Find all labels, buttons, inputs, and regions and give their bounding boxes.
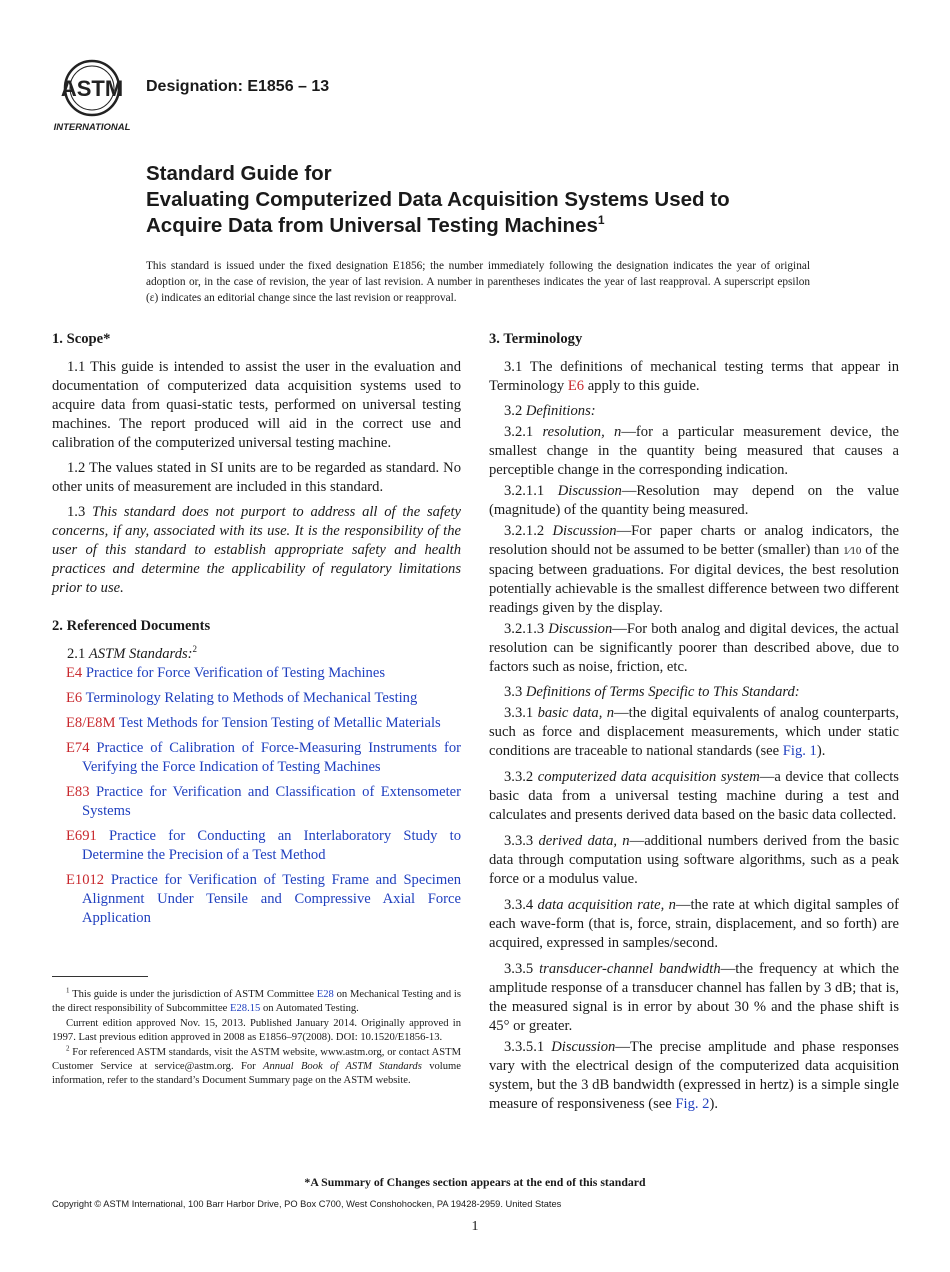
refdocs-2-1-number: 2.1 [67,646,89,662]
footnote-1-text-c: on Automated Testing. [260,1003,359,1014]
footnote-2 [52,1046,461,1088]
reference-item[interactable] [66,689,461,708]
term-3-2-number: 3.2 [504,403,526,419]
reference-code[interactable]: E83 [66,784,90,800]
reference-code[interactable]: E691 [66,828,97,844]
title-line-3 [146,213,866,239]
term-name: derived data, n [538,833,630,849]
left-column [52,330,461,934]
term-number: 3.2.1.3 [504,621,549,637]
term-name: data acquisition rate, n [537,897,676,913]
reference-item[interactable] [66,714,461,733]
term-name: Discussion [551,1039,616,1055]
scope-1-1: 1.1 This guide is intended to assist the user in the evaluation and documentation of computerized data acquisition systems used to acquire data from quasi-static tests, performed on universal testing machines. The report produced will aid in the correct use and calibration of the computerized universal testing machine. [52,359,461,451]
scope-heading: 1. Scope* [52,331,111,347]
edition-note: Current edition approved Nov. 15, 2013. Published January 2014. Originally approved in 1997. Last previous edition approved in 2008 as E1856–97(2008). DOI: 10.1520/E1856-13. [52,1018,461,1043]
footnote-2-text-b: volume information, refer to the standard’s Document Summary page on the ASTM website. [52,1061,461,1086]
footnote-1-text-b: on Mechanical Testing and is the direct responsibility of Subcommittee [52,989,461,1014]
refdocs-2-1-text: ASTM Standards: [88,646,193,662]
reference-code[interactable]: E6 [66,690,83,706]
term-3-2-italic: Definitions: [525,403,596,419]
reference-code[interactable]: E8/E8M [66,715,116,731]
refdocs-footnote-mark: 2 [192,644,198,655]
reference-list [52,664,461,928]
term-definition-end: of the spacing between graduations. For digital devices, the best resolution potentially achievable is the smallest difference between two different readings given by the display. [489,542,899,616]
reference-code[interactable]: E1012 [66,872,105,888]
fraction: 1⁄10 [843,545,862,557]
document-title [146,161,866,239]
terminology-heading: 3. Terminology [489,331,583,347]
term-3-1-text: 3.1 The definitions of mechanical testing terms that appear in Terminology [489,359,899,394]
term-definition: —For both analog and digital devices, the actual resolution can be significantly poorer than described above, due to factors such as noise, friction, etc. [489,621,900,675]
term-definition-end: ). [816,743,826,759]
reference-item[interactable] [66,783,461,821]
subcommittee-link[interactable]: E28.15 [230,1003,261,1014]
term-3-1-end: apply to this guide. [584,378,700,394]
term-definition: —For paper charts or analog indicators, the resolution should not be assumed to be better (smaller) than [489,523,900,558]
term-definition: —a device that collects basic data from a universal testing machine during a test and calculates and presents derived data based on the basic data collected. [489,769,899,823]
reference-title[interactable]: Practice for Verification of Testing Frame and Specimen Alignment Under Tensile and Compressive Axial Force Application [82,872,461,926]
term-name: basic data, n [537,705,615,721]
term-name: Discussion [552,523,617,539]
copyright: Copyright © ASTM International, 100 Barr Harbor Drive, PO Box C700, West Conshohocken, PA 19428-2959. United States [52,1199,562,1209]
reference-item[interactable] [66,664,461,683]
e6-link[interactable]: E6 [567,378,585,394]
term-definition: —the frequency at which the amplitude response of a transducer channel has fallen by 3 dB; that is, the measured signal is in error by about 30 % and the phase shift is 45° or greater. [489,961,899,1034]
right-column [489,330,899,1120]
scope-1-2: 1.2 The values stated in SI units are to be regarded as standard. No other units of measurement are included in this standard. [52,460,461,495]
term-number: 3.2.1.2 [504,523,553,539]
designation: Designation: E1856 – 13 [146,78,330,95]
term-3-3-2 [489,768,899,825]
reference-code[interactable]: E4 [66,665,83,681]
term-name: Discussion [548,621,613,637]
page-number: 1 [471,1219,479,1234]
title-footnote-mark: 1 [597,213,605,228]
fig-1-link[interactable]: Fig. 1 [782,743,817,759]
standard-notice: This standard is issued under the fixed designation E1856; the number immediately following the designation indicates the year of original adoption or, in the case of revision, the year of last revision. A number in parentheses indicates the year of last reapproval. A superscript epsilon (ε) indicates an editorial change since the last revision or reapproval. [146,260,810,304]
term-definition: —for a particular measurement device, the smallest change in the quantity being measured that causes a perceptible change in the corresponding indication. [489,424,899,478]
svg-text:ASTM: ASTM [60,76,124,101]
term-number: 3.3.5.1 [504,1039,552,1055]
astm-logo-graphic [50,58,134,136]
footnote-1-text-a: This guide is under the jurisdiction of ASTM Committee [72,989,317,1000]
reference-code[interactable]: E74 [66,740,90,756]
term-name: transducer-channel bandwidth [539,961,721,977]
term-3-2-1-3 [489,620,899,677]
term-definition-end: ). [709,1096,718,1112]
term-name: resolution, n [542,424,622,440]
footnotes [52,988,461,1089]
term-3-2-1-1 [489,482,899,520]
term-number: 3.3.3 [504,833,539,849]
term-3-3 [489,683,899,702]
footnote-divider [52,976,148,977]
term-definition: —the rate at which digital samples of each wave-form (that is, force, strain, displacement, and so forth) are acquired, expressed in samples/second. [489,897,899,951]
summary-of-changes-note: *A Summary of Changes section appears at the end of this standard [304,1175,646,1189]
title-line-3-text: Acquire Data from Universal Testing Machines [146,214,598,237]
reference-title[interactable]: Test Methods for Tension Testing of Metallic Materials [118,715,441,731]
term-definition: —the digital equivalents of analog counterparts, such as force and displacement measurements, which under static conditions are traceable to national standards (see [489,705,899,759]
reference-item[interactable] [66,739,461,777]
term-number: 3.2.1 [504,424,543,440]
term-number: 3.3.4 [504,897,538,913]
term-number: 3.2.1.1 [504,483,558,499]
scope-1-3-text: This standard does not purport to address all of the safety concerns, if any, associated with its use. It is the responsibility of the user of this standard to establish appropriate safety and health practices and determine the applicability of regulatory limitations prior to use. [52,504,461,596]
reference-title[interactable]: Practice for Verification and Classification of Extensometer Systems [82,784,461,819]
term-definition: —additional numbers derived from the basic data through computation using software algorithms, such as a peak force or a modulus value. [489,833,899,887]
term-number: 3.3.2 [504,769,538,785]
footnote-2-mark: 2 [66,1044,70,1053]
reference-item[interactable] [66,871,461,928]
term-name: Definitions of Terms Specific to This Standard: [525,684,800,700]
reference-title[interactable]: Practice for Force Verification of Testing Machines [85,665,386,681]
term-3-3-4 [489,896,899,953]
svg-text:INTERNATIONAL: INTERNATIONAL [53,122,131,133]
refdocs-heading: 2. Referenced Documents [52,618,211,634]
term-3-2-1 [489,423,899,480]
reference-title[interactable]: Practice of Calibration of Force-Measuring Instruments for Verifying the Force Indication of Testing Machines [82,740,461,775]
term-3-3-5-1 [489,1038,899,1114]
reference-item[interactable] [66,827,461,865]
term-3-2-1-2 [489,522,899,618]
footnote-2-italic: Annual Book of ASTM Standards [263,1061,422,1072]
term-3-3-5 [489,960,899,1036]
footnote-2-text-a: For referenced ASTM standards, visit the ASTM website, www.astm.org, or contact ASTM Customer Service at service@astm.org. For [52,1047,461,1072]
term-name: computerized data acquisition system [537,769,760,785]
committee-link[interactable]: E28 [316,989,334,1000]
term-3-3-1 [489,704,899,761]
title-line-1: Standard Guide for [146,162,332,185]
term-3-1 [489,358,899,396]
reference-title[interactable]: Practice for Conducting an Interlaboratory Study to Determine the Precision of a Test Method [82,828,461,863]
reference-title[interactable]: Terminology Relating to Methods of Mechanical Testing [85,690,418,706]
term-definition: —Resolution may depend on the value (magnitude) of the quantity being measured. [489,483,900,518]
term-3-3-3 [489,832,899,889]
refdocs-2-1 [52,645,461,664]
term-name: Discussion [557,483,622,499]
scope-1-3-number: 1.3 [67,504,93,520]
footnote-1 [52,988,461,1016]
term-number: 3.3.5 [504,961,540,977]
fig-2-link[interactable]: Fig. 2 [675,1096,710,1112]
term-number: 3.3 [504,684,526,700]
astm-logo [50,58,134,136]
title-line-2: Evaluating Computerized Data Acquisition Systems Used to [146,188,730,211]
term-definition: —The precise amplitude and phase responses vary with the electrical design of the computerized data acquisition system, but the 3 dB bandwidth (expressed in hertz) is a simple single measure of responsiveness (see [489,1039,899,1112]
scope-1-3 [52,503,461,598]
footnote-1-mark: 1 [66,986,70,995]
term-number: 3.3.1 [504,705,538,721]
term-3-2 [489,402,899,421]
